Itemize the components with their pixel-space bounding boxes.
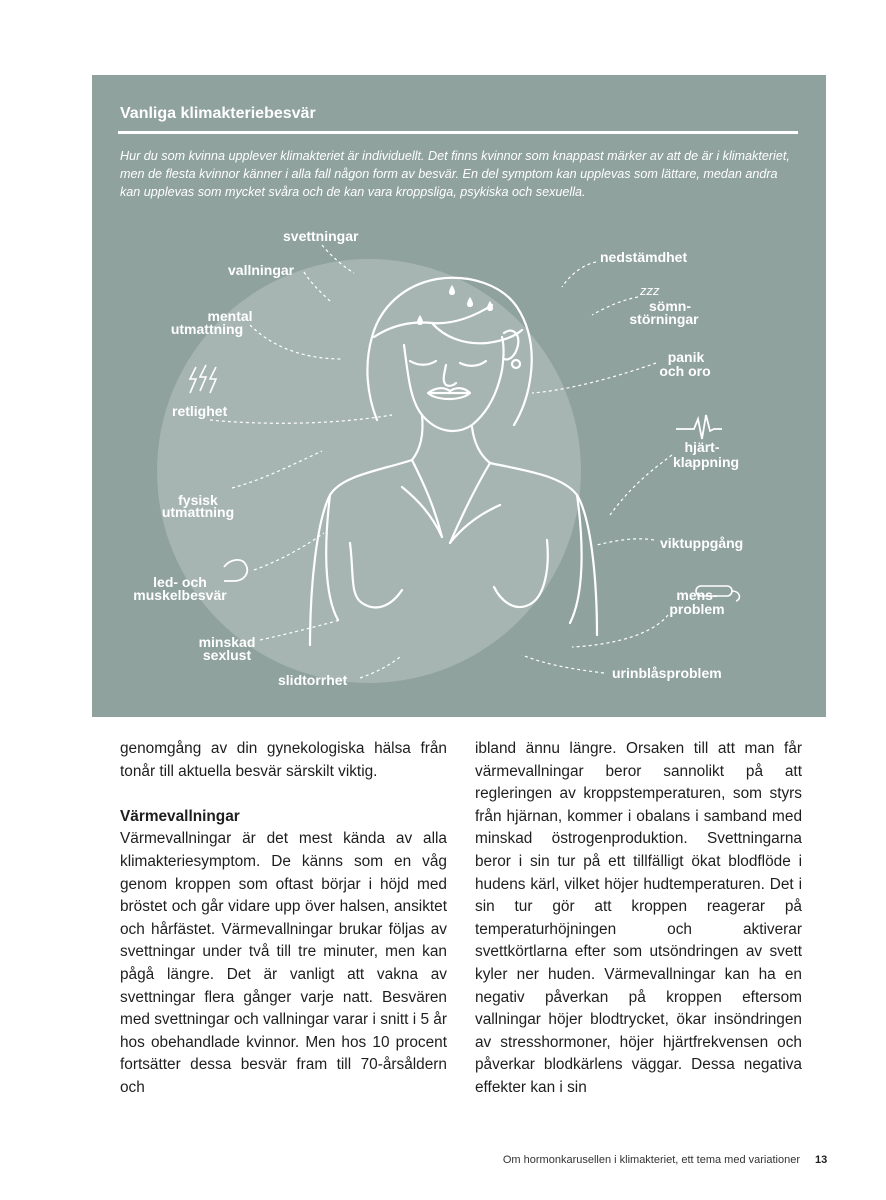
label-viktuppgang: viktuppgång <box>660 535 744 551</box>
label-mental-1: mental <box>207 308 253 324</box>
label-sexlust-1: minskad <box>198 634 256 650</box>
label-led-1: led- och <box>153 574 207 590</box>
label-nedstamdhet: nedstämdhet <box>600 249 688 265</box>
label-svettningar: svettningar <box>283 228 359 244</box>
label-led-2: muskelbesvär <box>133 587 227 603</box>
zzz-icon: zzz <box>640 283 660 298</box>
label-slidtorrhet: slidtorrhet <box>278 672 348 688</box>
label-somn-1: sömn- <box>649 298 691 314</box>
symptoms-panel <box>92 75 826 717</box>
label-hjart-1: hjärt- <box>684 439 720 455</box>
text-column-left <box>120 738 447 1100</box>
page-number: 13 <box>815 1154 828 1166</box>
section-heading: Värmevallningar <box>120 807 240 825</box>
footer-title: Om hormonkarusellen i klimakteriet, ett tema med variationer <box>502 1154 800 1166</box>
label-fysisk-1: fysisk <box>178 492 218 508</box>
label-panik-2: och oro <box>659 363 711 379</box>
left-paragraph-1: genomgång av din gynekologiska hälsa från tonår till aktuella besvär särskilt viktig. <box>120 740 447 780</box>
label-mens-1: mens- <box>676 587 718 603</box>
label-panik-1: panik <box>667 349 705 365</box>
label-sexlust-2: sexlust <box>202 647 252 663</box>
woman-illustration <box>92 75 826 717</box>
label-urinblasproblem: urinblåsproblem <box>612 665 722 681</box>
label-retlighet: retlighet <box>172 403 228 419</box>
label-vallningar: vallningar <box>228 262 295 278</box>
right-paragraph-1: ibland ännu längre. Orsaken till att man får värmevallningar beror sannolikt på att regleringen av kroppstemperaturen, som styrs från hjärnan, kommer i obalans i samband med minskad östrogenproduktion. Svettningarna beror i sin tur på ett tillfälligt ökat blodflöde i hudens kärl, vilket höjer hudtemperaturen. Det i sin tur gör att kroppen reagerar på temperaturhöjningen och aktiverar svettkörtlarna efter som utsöndringen av svett kyler ner huden. Värmevallningar kan ha en negativ påverkan på kroppen eftersom vallningar höjer blodtrycket, ökar insöndringen av stresshormoner, höjer hjärtfrekvensen och påverkar blodkärlens väggar. Dessa negativa effekter kan i sin <box>475 740 802 1096</box>
panel-intro: Hur du som kvinna upplever klimakteriet är individuellt. Det finns kvinnor som knappast märker av att de är i klimakteriet, men de flesta kvinnor känner i alla fall någon form av besvär. En del symptom kan upplevas som lättare, medan andra kan upplevas som mycket svåra och de kan vara kroppsliga, psykiska och sexuella. <box>120 149 790 199</box>
label-fysisk-2: utmattning <box>161 504 235 520</box>
label-hjart-2: klappning <box>672 454 740 470</box>
left-paragraph-2: Värmevallningar är det mest kända av alla klimakteriesymptom. De känns som en våg genom kroppen som oftast börjar i höjd med bröstet och går vidare upp över halsen, ansiktet och hårfästet. Värmevallningar brukar följas av svettningar under två till tre minuter, men kan pågå längre. Det är vanligt att vakna av svettningar flera gånger varje natt. Besvären med svettningar och vallningar varar i snitt i 5 år hos obehandlade kvinnor. Men hos 10 procent fortsätter dessa besvär fram till 70-årsåldern och <box>120 830 447 1096</box>
label-mens-2: problem <box>669 601 725 617</box>
label-somn-2: störningar <box>629 311 699 327</box>
heartbeat-icon <box>676 415 722 439</box>
text-column-right <box>475 738 802 1100</box>
panel-title: Vanliga klimakteriebesvär <box>120 105 316 122</box>
label-mental-2: utmattning <box>170 321 244 337</box>
